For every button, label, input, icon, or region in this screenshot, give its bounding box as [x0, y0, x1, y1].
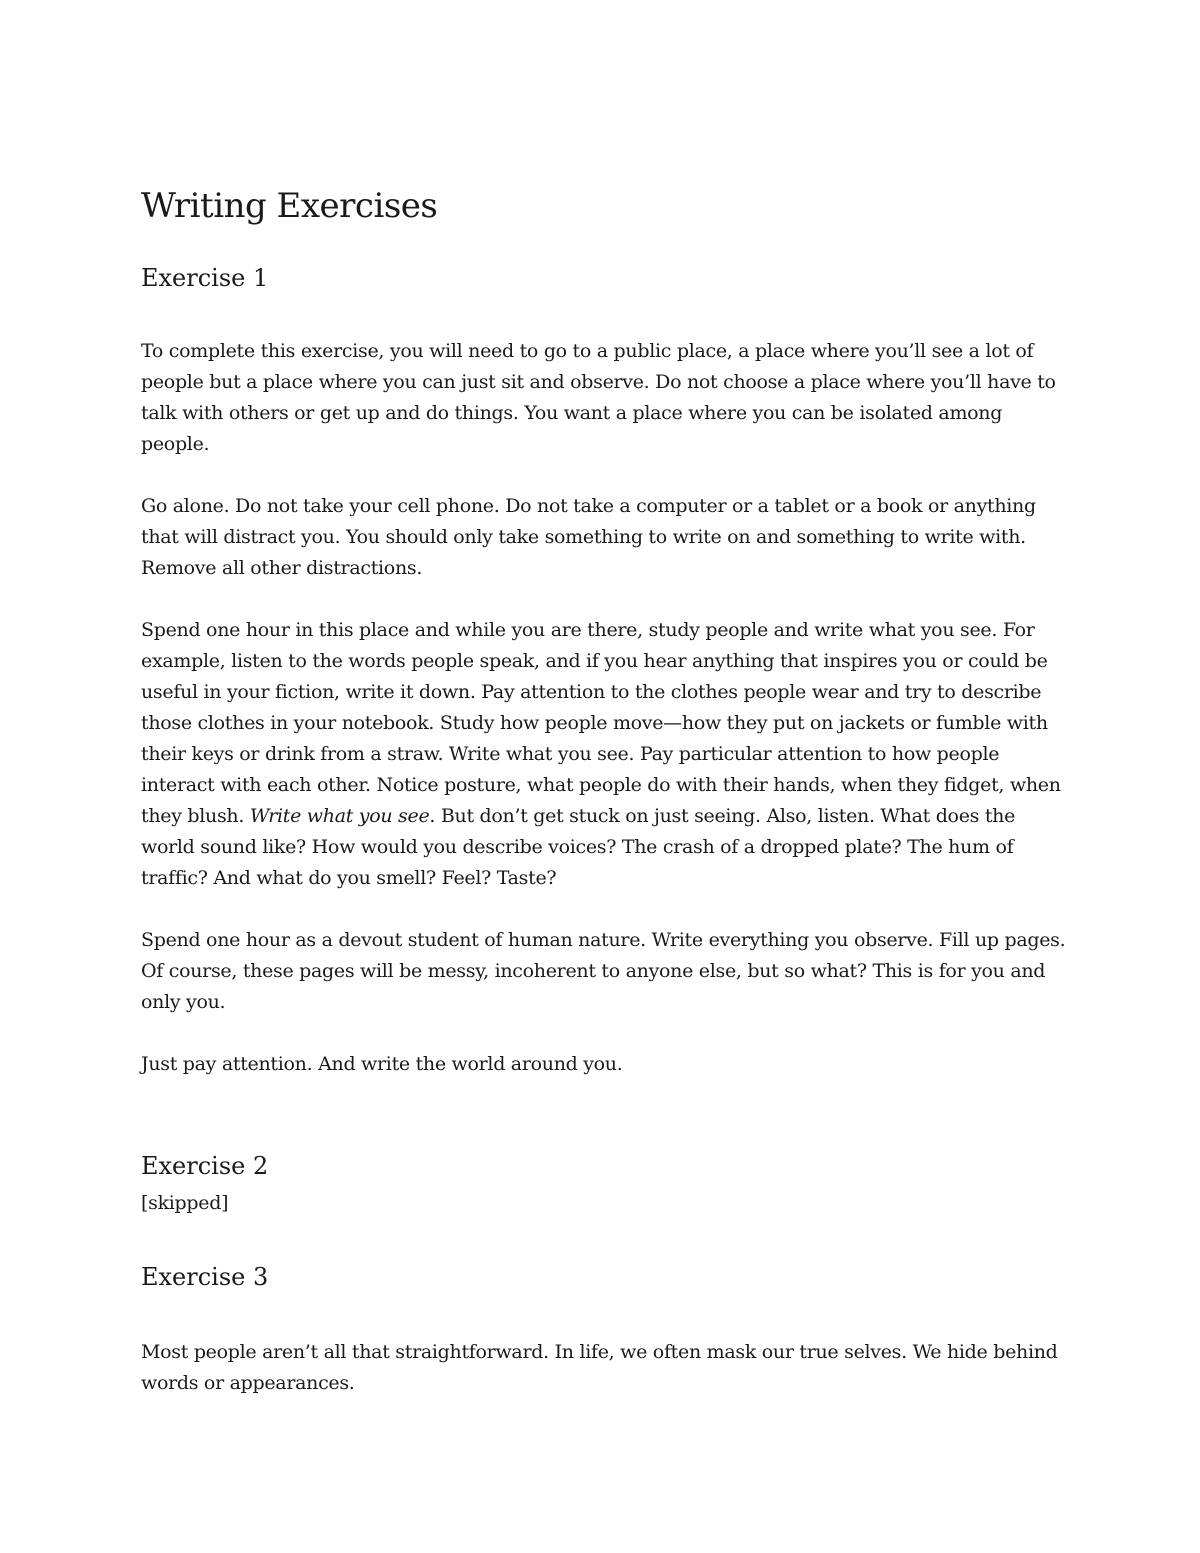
- document-title: Writing Exercises: [141, 186, 438, 226]
- exercise-1-heading: Exercise 1: [141, 264, 269, 292]
- exercise-1-paragraph-3-text-b: . But don’t get stuck on just seeing. Also, listen. What does the world sound like? How would you describe voices? The crash of a dropped plate? The hum of traffic? And what do you smell? Feel? Taste?: [141, 805, 1016, 889]
- exercise-1-paragraph-3: [141, 615, 1066, 894]
- exercise-2-body: [skipped]: [141, 1192, 229, 1214]
- exercise-2-heading: Exercise 2: [141, 1152, 269, 1180]
- exercise-1-paragraph-3-text-a: Spend one hour in this place and while you are there, study people and write what you see. For example, listen to the words people speak, and if you hear anything that inspires you or could be useful in your fiction, write it down. Pay attention to the clothes people wear and try to describe those clothes in your notebook. Study how people move—how they put on jackets or fumble with their keys or drink from a straw. Write what you see. Pay particular attention to how people interact with each other. Notice posture, what people do with their hands, when they fidget, when they blush.: [141, 619, 1061, 827]
- exercise-3-heading: Exercise 3: [141, 1263, 269, 1291]
- document-page: [141, 180, 1066, 1399]
- exercise-1-paragraph-4: Spend one hour as a devout student of human nature. Write everything you observe. Fill up pages. Of course, these pages will be messy, incoherent to anyone else, but so what? This is for you and only you.: [141, 929, 1066, 1013]
- exercise-1-paragraph-2: Go alone. Do not take your cell phone. Do not take a computer or a tablet or a book or anything that will distract you. You should only take something to write on and something to write with. Remove all other distractions.: [141, 495, 1036, 579]
- exercise-1-paragraph-3-italic: Write what you see: [249, 805, 430, 827]
- exercise-3-paragraph-1: Most people aren’t all that straightforward. In life, we often mask our true selves. We hide behind words or appearances.: [141, 1341, 1058, 1394]
- exercise-1-paragraph-1: To complete this exercise, you will need to go to a public place, a place where you’ll see a lot of people but a place where you can just sit and observe. Do not choose a place where you’ll have to talk with others or get up and do things. You want a place where you can be isolated among people.: [141, 340, 1056, 455]
- exercise-1-paragraph-5: Just pay attention. And write the world around you.: [141, 1053, 623, 1075]
